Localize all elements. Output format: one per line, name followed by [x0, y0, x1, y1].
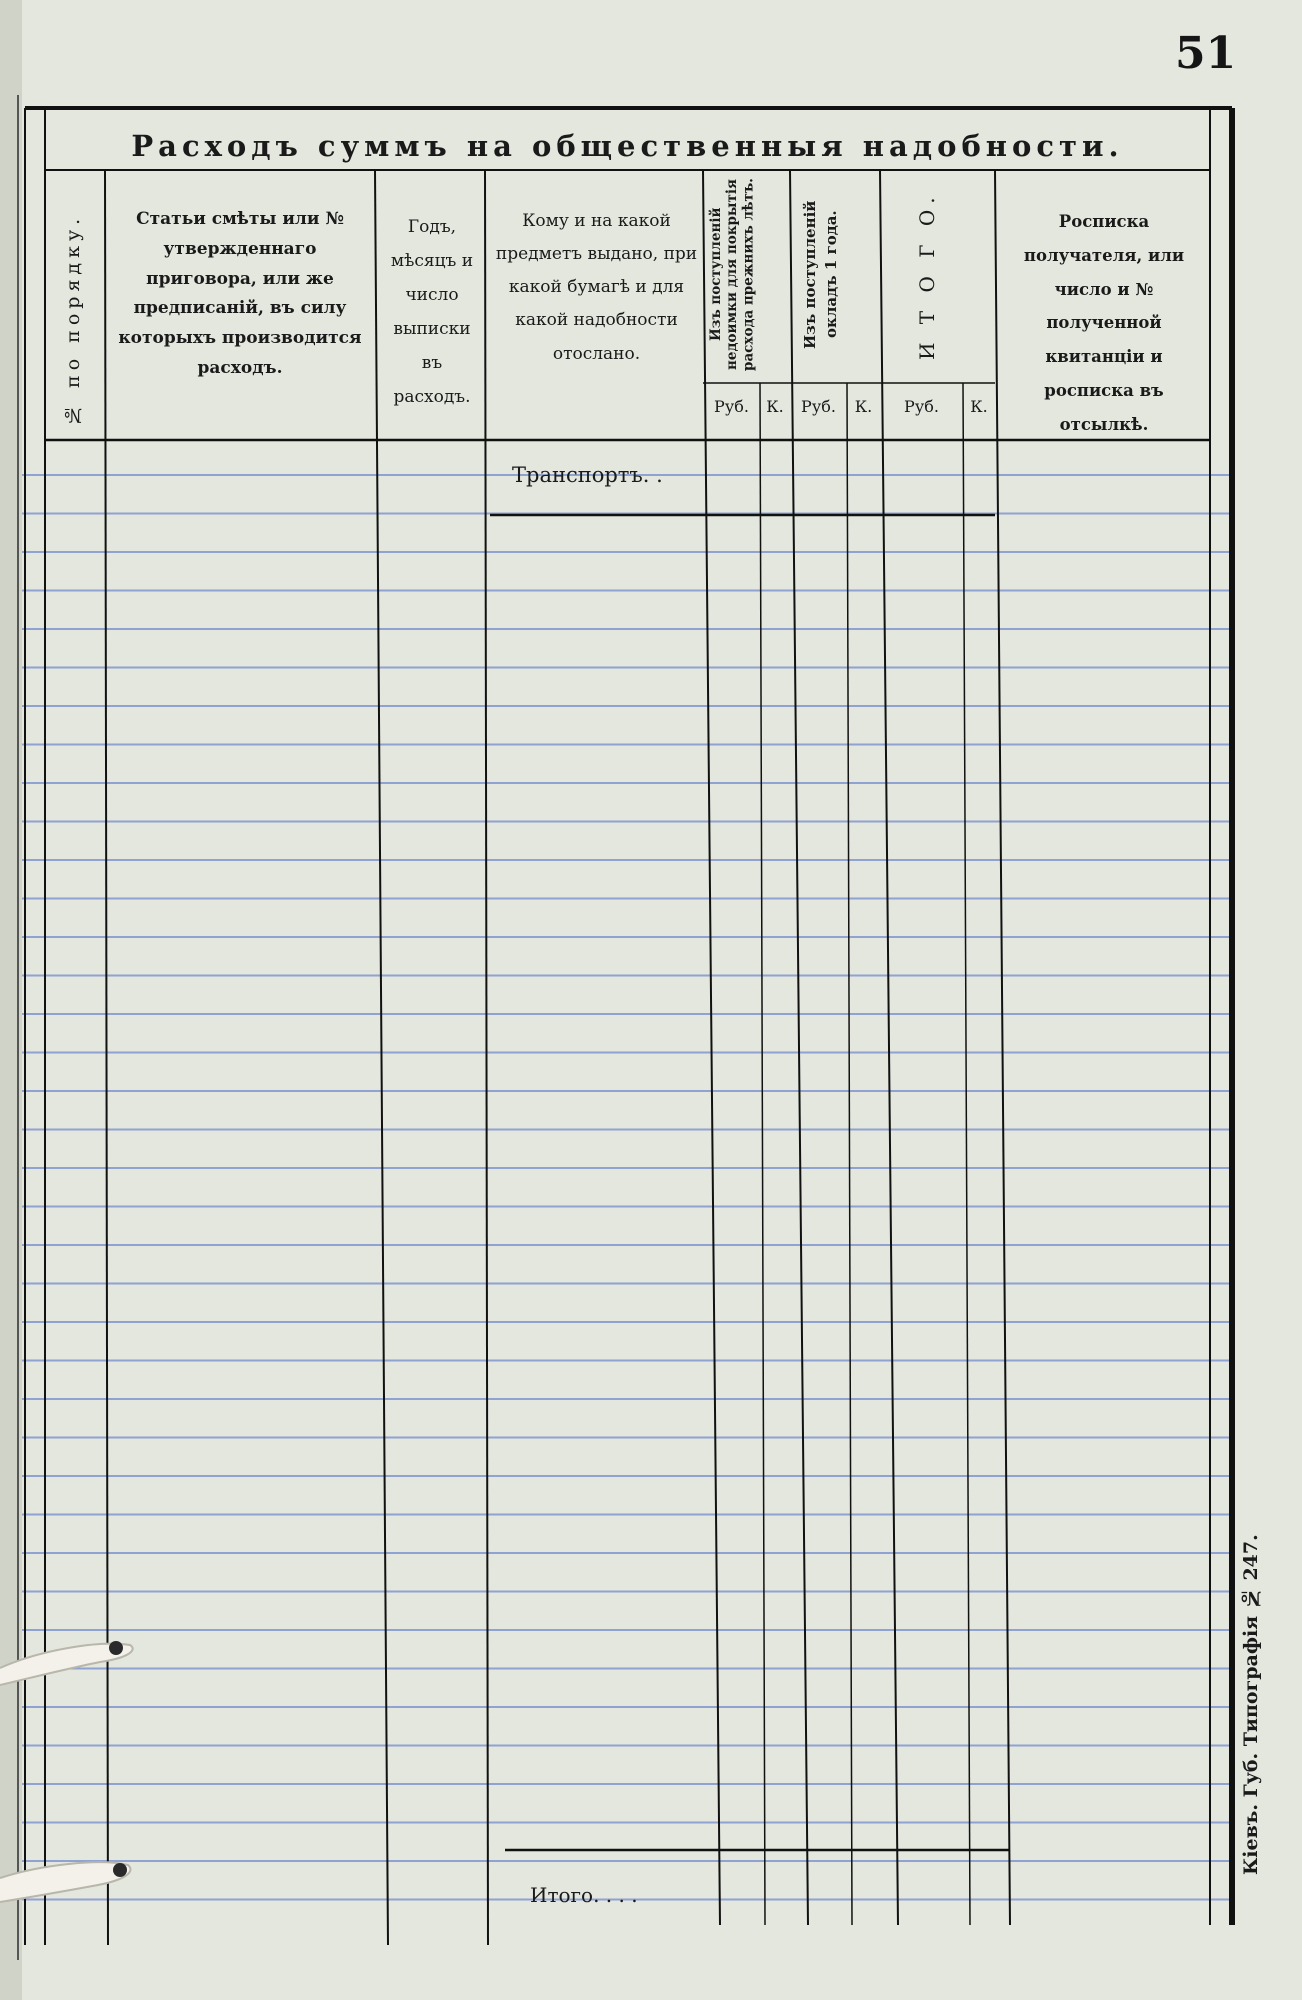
- subheader-rub-3: Руб.: [904, 397, 939, 416]
- transport-label: Транспортъ. .: [512, 463, 663, 487]
- header-current: Изъ поступленій окладъ 1 года.: [801, 200, 840, 349]
- kopek-lines: [760, 383, 970, 1925]
- header-arrears: Изъ поступленій недоимки для покрытія расхода прежнихъ лѣтъ.: [708, 178, 757, 371]
- header-articles: Статьи смѣты или № утвержденнаго приговора, или же предписаній, въ силу которыхъ производится расходъ.: [118, 209, 362, 378]
- subheader-kop-1: К.: [766, 397, 784, 416]
- subheader-kop-2: К.: [854, 397, 873, 416]
- header-total: И Т О Г О.: [915, 191, 939, 360]
- subheader-rub-1: Руб.: [714, 397, 749, 416]
- binding-hole-lower: [113, 1863, 127, 1877]
- page-number: 51: [1175, 28, 1237, 79]
- printer-imprint: Кіевъ. Губ. Типографія № 247.: [1240, 1534, 1262, 1876]
- total-label: Итого. . . .: [530, 1883, 638, 1907]
- header-recipient: Кому и на какой предметъ выдано, при какой бумагѣ и для какой надобности отослано.: [495, 211, 698, 364]
- ledger-title: Расходъ суммъ на общественныя надобности.: [131, 129, 1124, 163]
- column-lines: [105, 170, 1010, 1945]
- header-receipt: Росписка получателя, или число и № полученной квитанціи и росписка въ отсылкѣ.: [1023, 212, 1185, 434]
- header-date: Годъ, мѣсяцъ и число выписки въ расходъ.: [390, 217, 474, 407]
- binding-hole-upper: [109, 1641, 123, 1655]
- subheader-kop-3: К.: [970, 397, 988, 416]
- header-number: № по порядку.: [62, 213, 84, 427]
- subheader-rub-2: Руб.: [801, 397, 836, 416]
- blue-ruling-lines: [22, 475, 1232, 1900]
